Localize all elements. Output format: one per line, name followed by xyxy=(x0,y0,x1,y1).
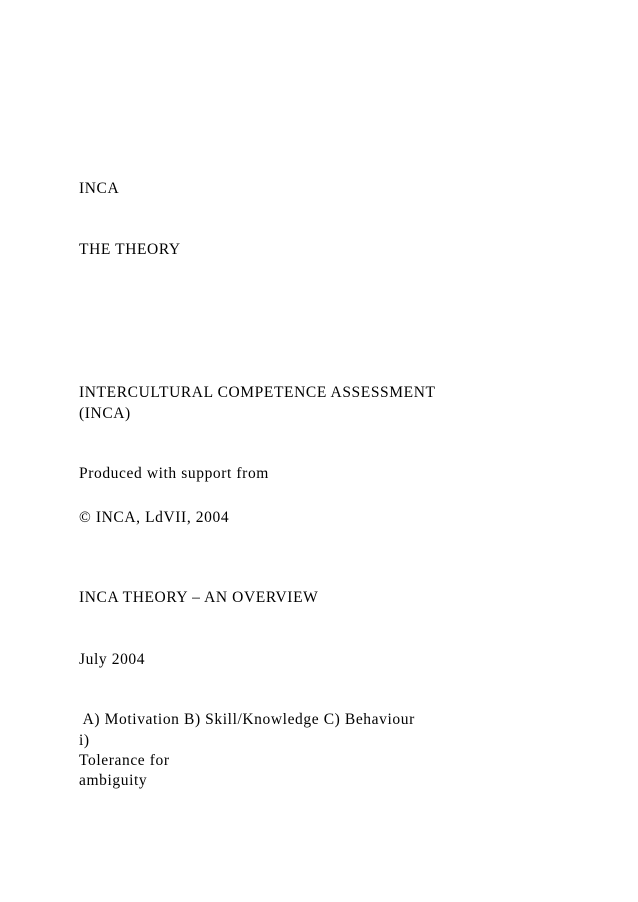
overview-heading: INCA THEORY – AN OVERVIEW xyxy=(79,589,319,606)
table-row-label: i) xyxy=(79,732,90,749)
document-title: INCA xyxy=(79,180,120,197)
copyright-text: © INCA, LdVII, 2004 xyxy=(79,509,230,526)
table-row-text-line-2: ambiguity xyxy=(79,772,148,789)
date-text: July 2004 xyxy=(79,651,146,668)
table-row-text-line-1: Tolerance for xyxy=(79,752,170,769)
support-text: Produced with support from xyxy=(79,465,269,482)
full-title-line-1: INTERCULTURAL COMPETENCE ASSESSMENT xyxy=(79,384,436,401)
document-subtitle: THE THEORY xyxy=(79,241,181,258)
table-header: A) Motivation B) Skill/Knowledge C) Behaviour xyxy=(79,711,415,728)
full-title-line-2: (INCA) xyxy=(79,405,131,422)
